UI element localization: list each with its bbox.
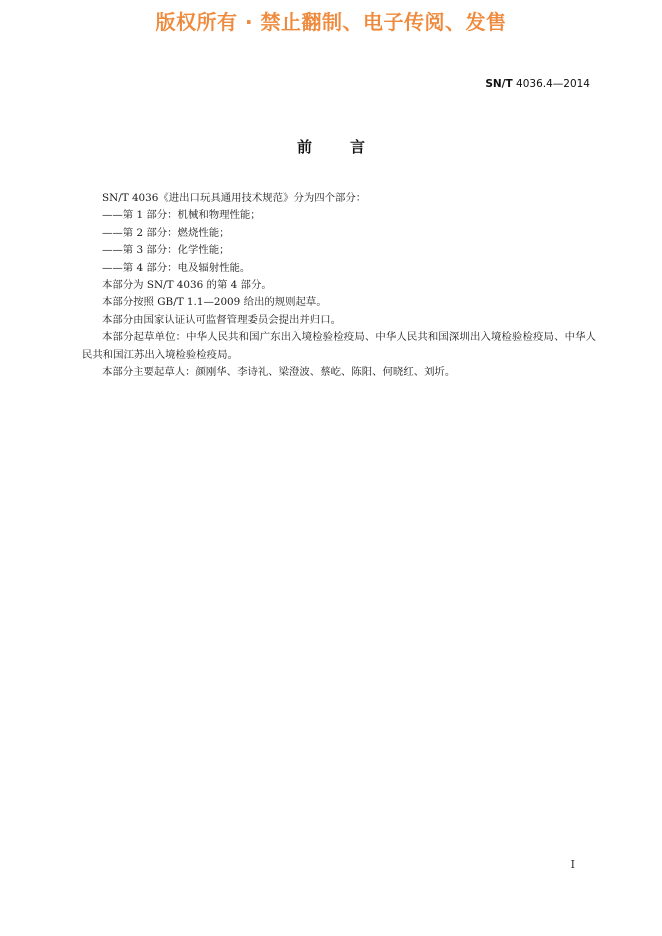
- paragraph-drafting-rules: 本部分按照 GB/T 1.1—2009 给出的规则起草。: [102, 296, 327, 309]
- list-item-part-3: ——第 3 部分：化学性能；: [102, 244, 230, 257]
- paragraph-drafters: 本部分主要起草人：颜刚华、李诗礼、梁澄波、蔡屹、陈阳、何晓红、刘圻。: [102, 366, 456, 379]
- standard-code: [485, 78, 590, 90]
- paragraph-drafting-units: 本部分起草单位：中华人民共和国广东出入境检验检疫局、中华人民共和国深圳出入境检验检疫局、中华人民共和国江苏出入境检验检疫局。: [82, 331, 596, 361]
- paragraph-part-statement: 本部分为 SN/T 4036 的第 4 部分。: [102, 279, 272, 292]
- page-title: 前言: [296, 138, 403, 156]
- paragraph-proposer: 本部分由国家认证认可监督管理委员会提出并归口。: [102, 313, 341, 326]
- foreword-body: [82, 190, 596, 381]
- list-item-part-2: ——第 2 部分：燃烧性能；: [102, 226, 230, 239]
- list-item-part-4: ——第 4 部分：电及辐射性能。: [102, 261, 251, 274]
- standard-prefix: SN/T: [485, 78, 513, 90]
- standard-number: 4036.4—2014: [516, 78, 590, 90]
- page-number: I: [570, 858, 575, 871]
- copyright-watermark: 版权所有 · 禁止翻制、电子传阅、发售: [155, 10, 507, 34]
- list-item-part-1: ——第 1 部分：机械和物理性能；: [102, 209, 261, 222]
- paragraph-intro: SN/T 4036《进出口玩具通用技术规范》分为四个部分：: [102, 192, 367, 204]
